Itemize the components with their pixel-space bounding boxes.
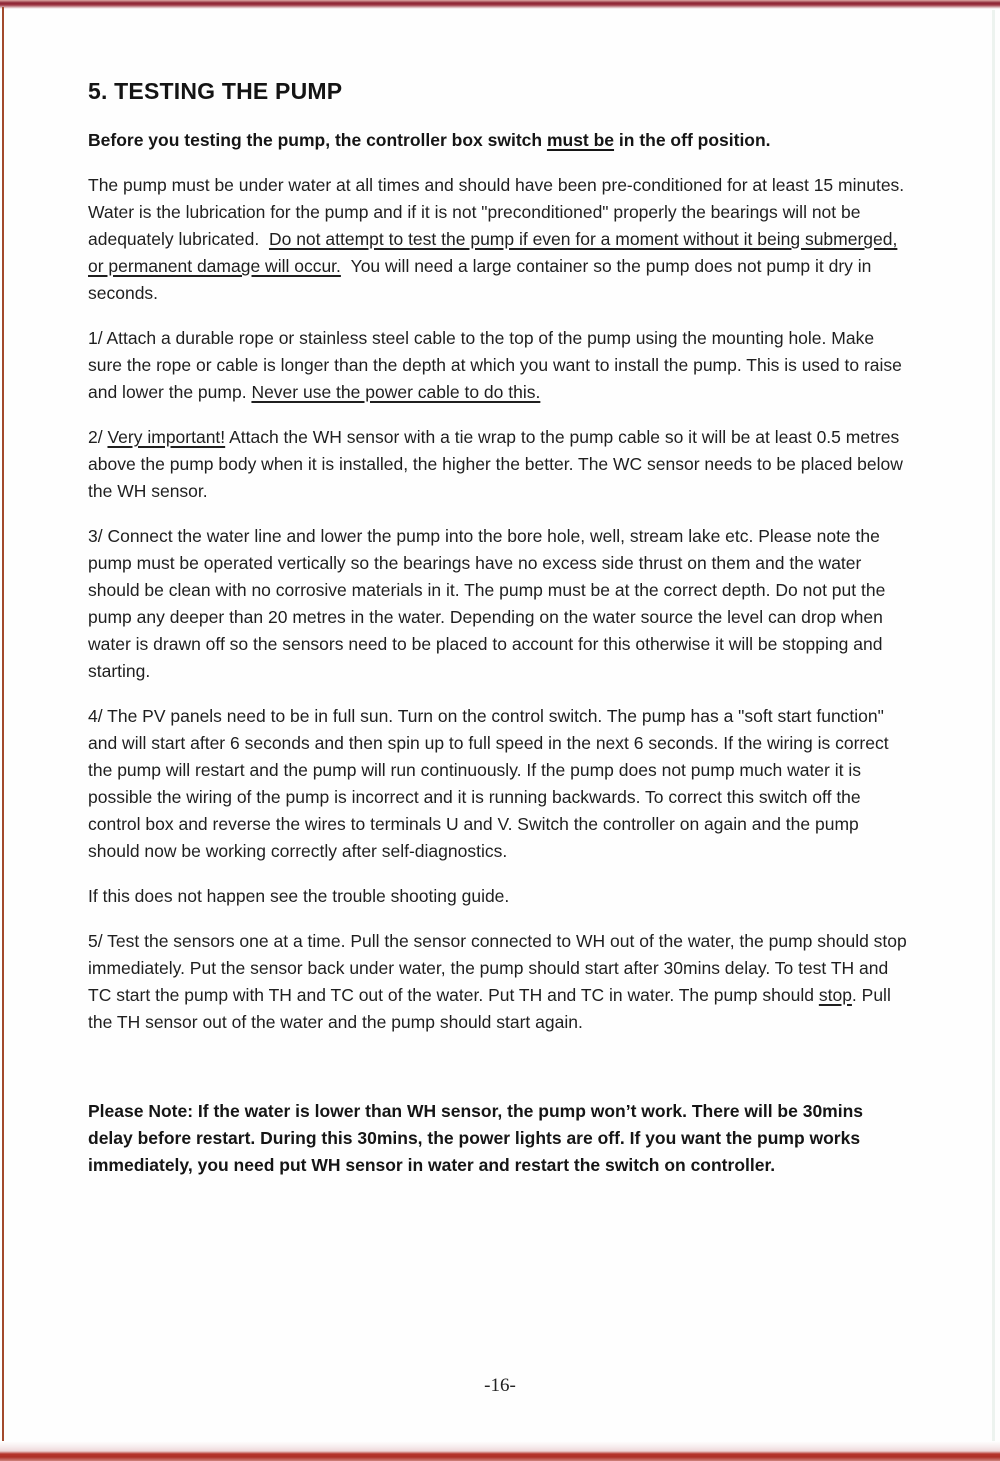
underlined-text: Do not attempt to test the pump if even for a moment without it being submerged, or permanent damage will occur. — [88, 229, 898, 276]
text-segment: in the off position. — [614, 130, 771, 150]
underlined-text: Very important! — [107, 427, 226, 447]
paragraph — [88, 325, 912, 406]
paragraph — [88, 523, 912, 685]
section-title: 5. TESTING THE PUMP — [88, 78, 343, 104]
paragraph — [88, 127, 912, 154]
text-segment: If this does not happen see the trouble shooting guide. — [88, 886, 510, 906]
text-segment: Please Note: If the water is lower than WH sensor, the pump won’t work. There will be 30mins delay before restart. During this 30mins, the power lights are off. If you want the pump works immediately, you need put WH sensor in water and restart the switch on controller. — [88, 1101, 864, 1175]
scan-border-bottom — [0, 1441, 1000, 1461]
text-segment: The pump must be under water at all times and should have been pre-conditioned for at least 15 minutes. Water is the lubrication for the pump and if it is not "preconditioned" properly the bearings will not be adequately lubricated. — [88, 175, 905, 249]
text-segment: 1/ Attach a durable rope or stainless steel cable to the top of the pump using the mounting hole. Make sure the rope or cable is longer than the depth at which you want to install the pump. This is used to raise and lower the pump. — [88, 328, 902, 402]
text-segment: You will need a large container so the pump does not pump it dry in seconds. — [88, 256, 872, 303]
text-segment: 3/ Connect the water line and lower the pump into the bore hole, well, stream lake etc. Please note the pump must be operated vertically so the bearings have no excess side thrust on them and the water should be clean with no corrosive materials in it. The pump must be at the correct depth. Do not put the pump any deeper than 20 metres in the water. Depending on the water source the level can drop when water is drawn off so the sensors need to be placed to account for this otherwise it will be stopping and starting. — [88, 526, 886, 681]
underlined-text: must be — [546, 130, 615, 150]
text-segment: 5/ Test the sensors one at a time. Pull the sensor connected to WH out of the water, the pump should stop immediately. Put the sensor back under water, the pump should start after 30mins delay. To test TH and TC start the pump with TH and TC out of the water. Put TH and TC in water. The pump should — [88, 931, 907, 1005]
text-segment: 4/ The PV panels need to be in full sun. Turn on the control switch. The pump has a "soft start function" and will start after 6 seconds and then spin up to full speed in the next 6 seconds. If the wiring is correct the pump will restart and the pump will run continuously. If the pump does not pump much water it is possible the wiring of the pump is incorrect and it is running backwards. To correct this switch off the control box and reverse the wires to terminals U and V. Switch the controller on again and the pump should now be working correctly after self-diagnostics. — [88, 706, 889, 861]
page-number: -16- — [484, 1375, 516, 1396]
paragraph — [88, 703, 912, 865]
paragraph — [88, 172, 912, 307]
paragraph — [88, 1098, 912, 1179]
text-segment: Attach the WH sensor with a tie wrap to the pump cable so it will be at least 0.5 metres above the pump body when it is installed, the higher the better. The WC sensor needs to be placed below the WH sensor. — [88, 427, 903, 501]
paragraph — [88, 883, 912, 910]
underlined-text: stop — [818, 985, 852, 1005]
text-segment: Before you testing the pump, the controller box switch — [88, 130, 547, 150]
paragraph — [88, 928, 912, 1036]
underlined-text: Never use the power cable to do this. — [251, 382, 541, 402]
paragraphs-container — [88, 127, 912, 1179]
text-segment: . Pull the TH sensor out of the water and the pump should start again. — [88, 985, 891, 1032]
text-segment: 2/ — [88, 427, 108, 447]
paragraph — [88, 424, 912, 505]
